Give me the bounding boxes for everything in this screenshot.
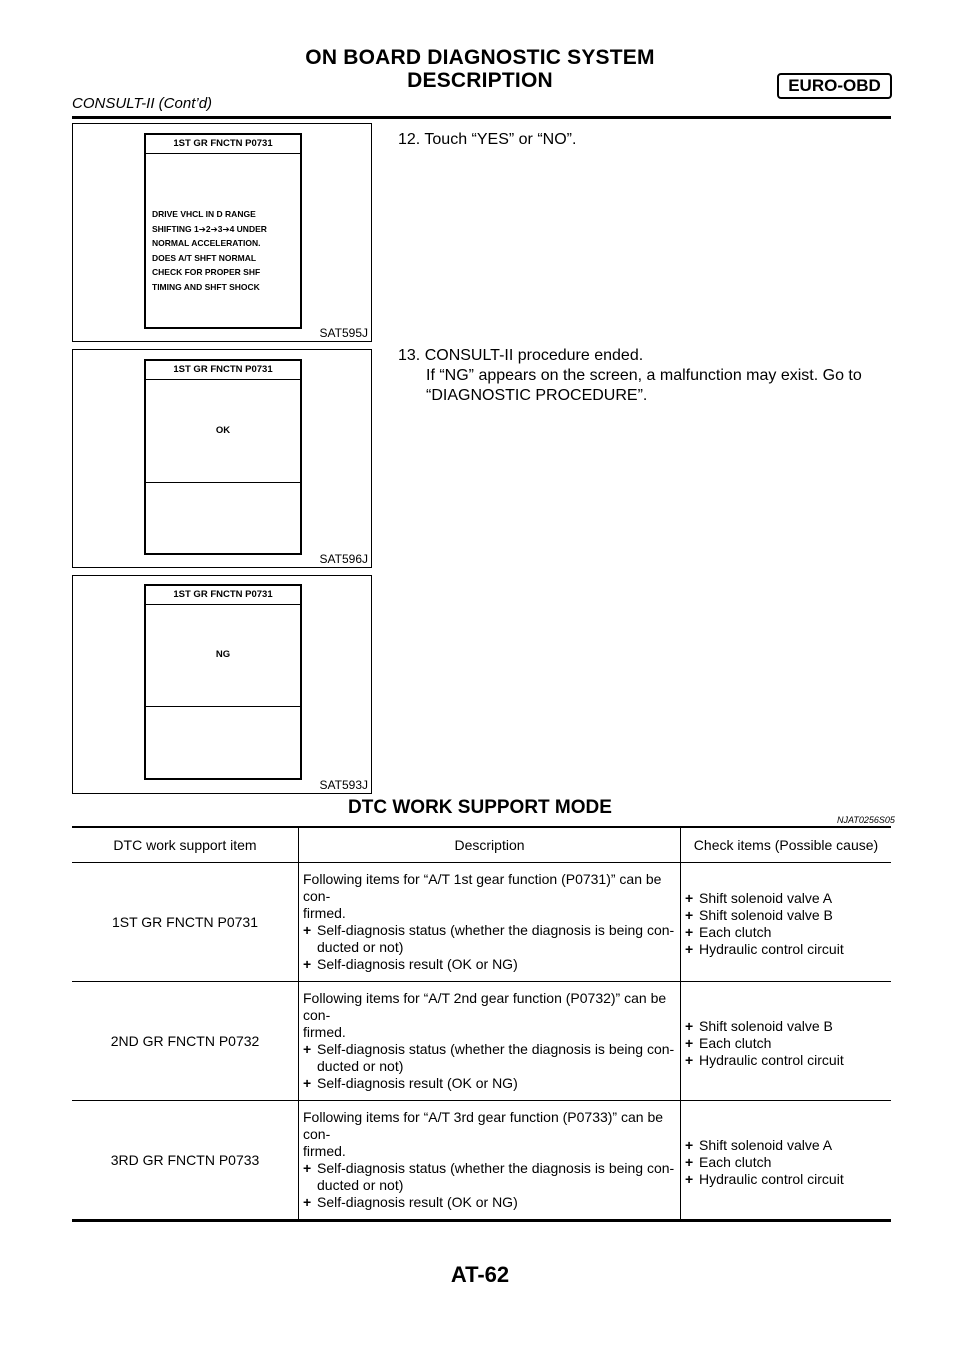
table-cell-description <box>299 982 681 1101</box>
check-item: + Hydraulic control circuit <box>685 941 891 958</box>
description-bullet <box>303 1160 680 1194</box>
figure-caption: SAT596J <box>319 552 368 566</box>
page-title-line2: DESCRIPTION <box>407 69 553 92</box>
screen-message-line: TIMING AND SHFT SHOCK <box>152 281 260 292</box>
page-number: AT-62 <box>450 1262 510 1287</box>
bullet-line: + Self-diagnosis status (whether the diagnosis is being con- <box>317 1041 675 1057</box>
check-item: + Each clutch <box>685 1035 891 1052</box>
bullet-line: + Self-diagnosis status (whether the diagnosis is being con- <box>317 922 675 938</box>
screen-divider <box>146 482 300 483</box>
screen-result: NG <box>215 649 231 660</box>
figure-caption: SAT595J <box>319 326 368 340</box>
check-item: + Hydraulic control circuit <box>685 1052 891 1069</box>
screen-message-line: DRIVE VHCL IN D RANGE <box>152 209 256 219</box>
description-line: firmed. <box>303 1143 346 1159</box>
bullet-line: ducted or not) <box>317 939 404 955</box>
step-13-line: “DIAGNOSTIC PROCEDURE”. <box>426 387 648 404</box>
screen-message-line: CHECK FOR PROPER SHF <box>152 267 261 277</box>
screen-message <box>152 207 296 294</box>
consult-screen <box>144 133 302 329</box>
table-header-cell: Check items (Possible cause) <box>681 827 892 863</box>
table-cell-description <box>299 1101 681 1221</box>
description-bullet: + Self-diagnosis result (OK or NG) <box>303 1075 680 1092</box>
description-bullet <box>303 1041 680 1075</box>
section-title: DTC WORK SUPPORT MODE <box>348 797 612 818</box>
table-header-cell: DTC work support item <box>72 827 299 863</box>
bullet-line: ducted or not) <box>317 1058 404 1074</box>
figure-sat595j <box>72 123 372 342</box>
table-header-row <box>72 827 891 863</box>
table-cell-item: 3RD GR FNCTN P0733 <box>72 1101 299 1221</box>
screen-title: 1ST GR FNCTN P0731 <box>146 586 300 605</box>
page-subtitle: CONSULT-II (Cont’d) <box>72 95 213 112</box>
dtc-work-support-table <box>72 826 891 1222</box>
table-cell-item: 2ND GR FNCTN P0732 <box>72 982 299 1101</box>
page-title-line1: ON BOARD DIAGNOSTIC SYSTEM <box>305 46 655 69</box>
bullet-line: + Self-diagnosis status (whether the diagnosis is being con- <box>317 1160 675 1176</box>
description-line: Following items for “A/T 1st gear function (P0731)” can be con- <box>303 871 662 904</box>
description-line: Following items for “A/T 3rd gear function (P0733)” can be con- <box>303 1109 664 1142</box>
check-item: + Shift solenoid valve A <box>685 1137 891 1154</box>
description-line: firmed. <box>303 1024 346 1040</box>
screen-message-line: SHIFTING 1➔2➔3➔4 UNDER <box>152 223 267 234</box>
description-bullet: + Self-diagnosis result (OK or NG) <box>303 1194 680 1211</box>
section-code: NJAT0256S05 <box>837 815 895 825</box>
table-header-cell: Description <box>299 827 681 863</box>
table-row <box>72 1101 891 1221</box>
screen-message-line: NORMAL ACCELERATION. <box>152 238 261 248</box>
screen-title: 1ST GR FNCTN P0731 <box>146 361 300 380</box>
header-rule <box>72 116 891 119</box>
description-line: Following items for “A/T 2nd gear function (P0732)” can be con- <box>303 990 667 1023</box>
table-row <box>72 863 891 982</box>
table-row <box>72 982 891 1101</box>
section-badge: EURO-OBD <box>777 73 892 99</box>
description-line: firmed. <box>303 905 346 921</box>
step-13-line: 13. CONSULT-II procedure ended. <box>398 347 644 364</box>
consult-screen <box>144 584 302 780</box>
table-cell-description <box>299 863 681 982</box>
figure-sat593j <box>72 575 372 794</box>
table-cell-checks <box>681 1101 892 1221</box>
screen-result: OK <box>215 425 231 436</box>
step-13 <box>398 346 862 406</box>
check-item: + Shift solenoid valve A <box>685 890 891 907</box>
bullet-line: ducted or not) <box>317 1177 404 1193</box>
check-item: + Shift solenoid valve B <box>685 907 891 924</box>
check-item: + Hydraulic control circuit <box>685 1171 891 1188</box>
figure-sat596j <box>72 349 372 568</box>
description-bullet: + Self-diagnosis result (OK or NG) <box>303 956 680 973</box>
screen-divider <box>146 706 300 707</box>
consult-screen <box>144 359 302 555</box>
screen-title: 1ST GR FNCTN P0731 <box>146 135 300 154</box>
table-cell-checks <box>681 863 892 982</box>
screen-message-line: DOES A/T SHFT NORMAL <box>152 252 257 263</box>
check-item: + Shift solenoid valve B <box>685 1018 891 1035</box>
table-cell-checks <box>681 982 892 1101</box>
figure-caption: SAT593J <box>319 778 368 792</box>
check-item: + Each clutch <box>685 924 891 941</box>
step-13-line: If “NG” appears on the screen, a malfunction may exist. Go to <box>426 367 862 384</box>
description-bullet <box>303 922 680 956</box>
table-cell-item: 1ST GR FNCTN P0731 <box>72 863 299 982</box>
check-item: + Each clutch <box>685 1154 891 1171</box>
step-12: 12. Touch “YES” or “NO”. <box>398 131 577 148</box>
